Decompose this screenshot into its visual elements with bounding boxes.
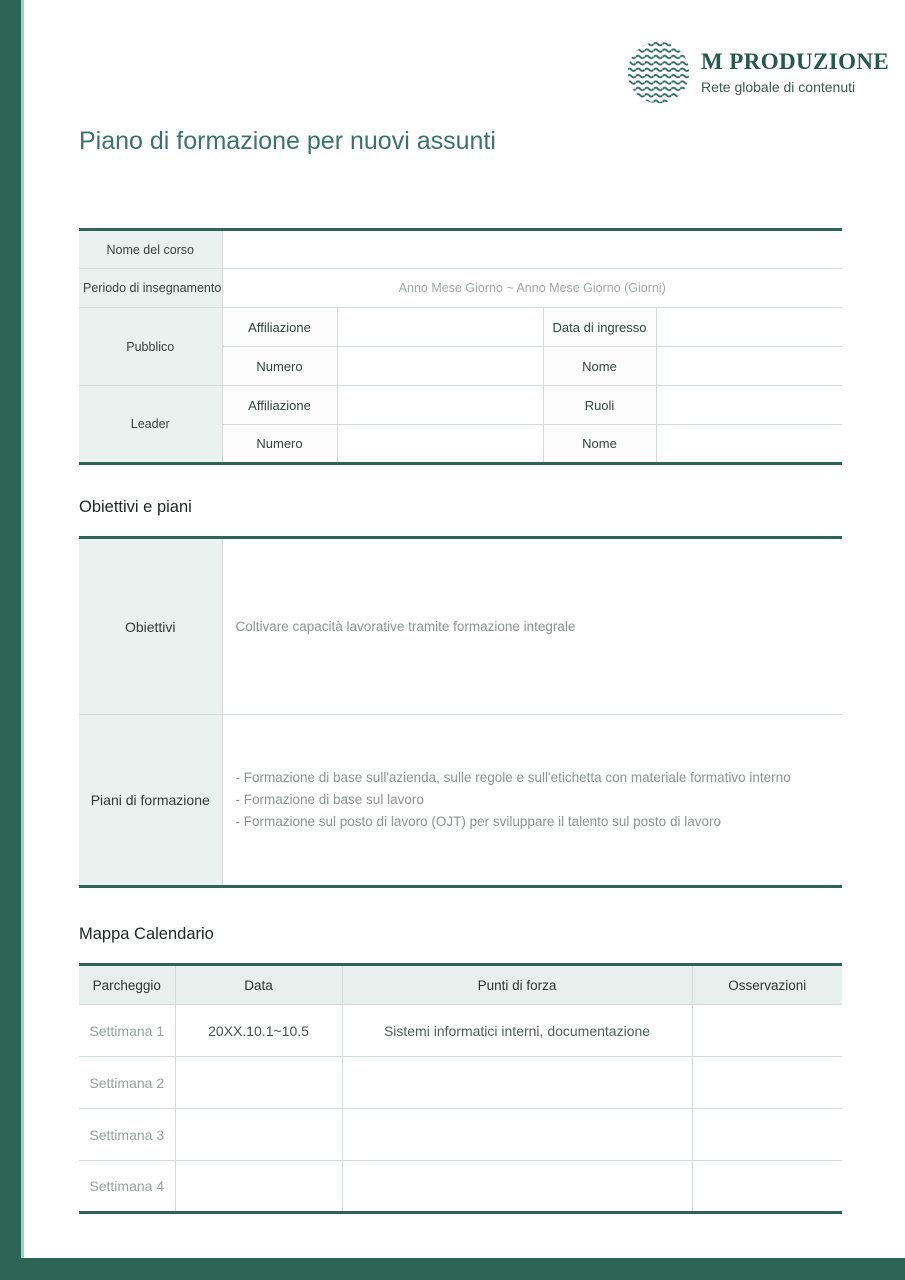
audience-label: Pubblico — [79, 308, 222, 386]
leader-roles-label: Ruoli — [543, 386, 656, 425]
logo-name: M PRODUZIONE — [701, 49, 890, 74]
calendar-row-week1 — [79, 1005, 842, 1057]
training-plan-line: - Formazione di base sull'azienda, sulle regole e sull'etichetta con materiale formativo interno — [235, 770, 791, 785]
calendar-row-week2 — [79, 1057, 842, 1109]
training-plan-line: - Formazione sul posto di lavoro (OJT) per sviluppare il talento sul posto di lavoro — [235, 814, 721, 829]
section-heading-calendar: Mappa Calendario — [79, 925, 214, 943]
week-date — [175, 1109, 342, 1161]
logo-text — [701, 49, 889, 96]
week-label: Settimana 3 — [79, 1109, 175, 1161]
week-label: Settimana 1 — [79, 1005, 175, 1057]
week-notes — [692, 1057, 842, 1109]
training-plan-line: - Formazione di base sul lavoro — [235, 792, 424, 807]
leader-label: Leader — [79, 386, 222, 464]
audience-affiliation-label: Affiliazione — [222, 308, 337, 347]
page-title: Piano di formazione per nuovi assunti — [79, 127, 496, 155]
table-row — [79, 386, 842, 425]
leader-affiliation-label: Affiliazione — [222, 386, 337, 425]
training-plans-label: Piani di formazione — [79, 715, 222, 887]
week-label: Settimana 4 — [79, 1161, 175, 1213]
week-date: 20XX.10.1~10.5 — [175, 1005, 342, 1057]
calendar-table — [79, 963, 842, 1214]
logo — [627, 41, 889, 104]
week-notes — [692, 1109, 842, 1161]
course-name-value — [222, 230, 842, 269]
leader-number-label: Numero — [222, 425, 337, 464]
objectives-table — [79, 536, 842, 888]
waves-globe-icon — [627, 41, 690, 104]
week-strengths: Sistemi informatici interni, documentazione — [342, 1005, 692, 1057]
course-info-table — [79, 228, 842, 465]
week-date — [175, 1057, 342, 1109]
audience-number-value — [337, 347, 543, 386]
calendar-row-week4 — [79, 1161, 842, 1213]
objectives-line: Coltivare capacità lavorative tramite formazione integrale — [235, 618, 576, 634]
col-header-parking: Parcheggio — [79, 965, 175, 1005]
logo-tagline: Rete globale di contenuti — [701, 79, 856, 95]
bottom-accent-strip — [0, 1258, 905, 1280]
week-notes — [692, 1161, 842, 1213]
audience-entrydate-value — [656, 308, 842, 347]
col-header-notes: Osservazioni — [692, 965, 842, 1005]
table-row — [79, 538, 842, 715]
audience-number-label: Numero — [222, 347, 337, 386]
left-accent-strip — [0, 0, 21, 1280]
calendar-header-row — [79, 965, 842, 1005]
leader-number-value — [337, 425, 543, 464]
period-label: Periodo di insegnamento — [79, 269, 222, 308]
leader-name-label: Nome — [543, 425, 656, 464]
col-header-date: Data — [175, 965, 342, 1005]
objectives-content — [222, 538, 842, 715]
audience-entrydate-label: Data di ingresso — [543, 308, 656, 347]
table-row — [79, 715, 842, 887]
audience-name-value — [656, 347, 842, 386]
course-name-label: Nome del corso — [79, 230, 222, 269]
week-date — [175, 1161, 342, 1213]
leader-affiliation-value — [337, 386, 543, 425]
table-row — [79, 269, 842, 308]
col-header-strengths: Punti di forza — [342, 965, 692, 1005]
period-placeholder: Anno Mese Giorno ~ Anno Mese Giorno (Giorni) — [222, 269, 842, 308]
table-row — [79, 308, 842, 347]
left-accent-line — [21, 0, 24, 1280]
calendar-row-week3 — [79, 1109, 842, 1161]
week-strengths — [342, 1057, 692, 1109]
week-strengths — [342, 1109, 692, 1161]
training-plans-content — [222, 715, 842, 887]
leader-name-value — [656, 425, 842, 464]
section-heading-objectives: Obiettivi e piani — [79, 498, 192, 516]
week-strengths — [342, 1161, 692, 1213]
week-notes — [692, 1005, 842, 1057]
table-row — [79, 230, 842, 269]
audience-name-label: Nome — [543, 347, 656, 386]
leader-roles-value — [656, 386, 842, 425]
objectives-label: Obiettivi — [79, 538, 222, 715]
audience-affiliation-value — [337, 308, 543, 347]
week-label: Settimana 2 — [79, 1057, 175, 1109]
